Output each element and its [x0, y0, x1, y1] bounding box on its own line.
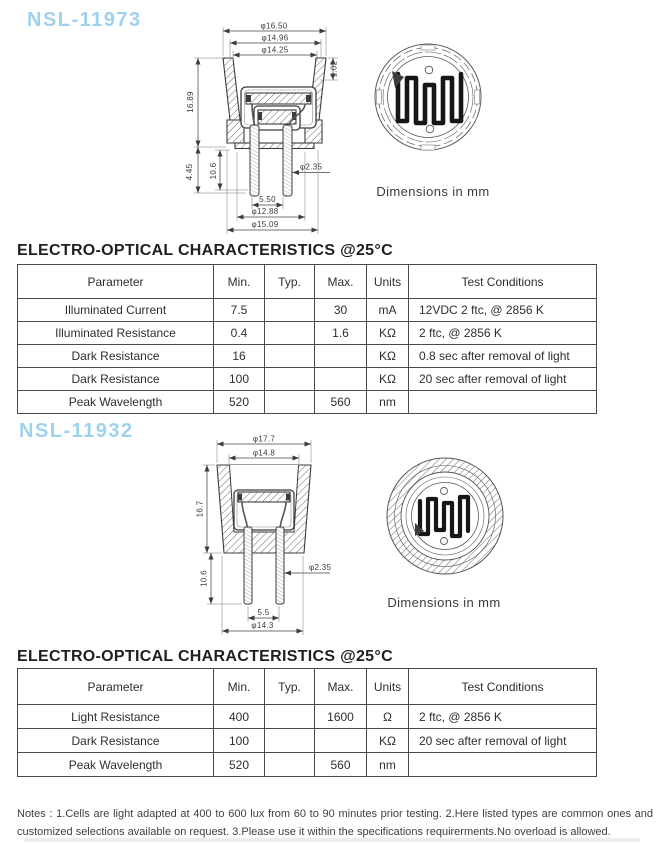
characteristics-table-nsl-11932 [17, 668, 597, 777]
inner-electrode-left [258, 112, 262, 120]
cell-max: 30 [315, 299, 367, 322]
cell-units: nm [367, 753, 409, 777]
col-header-units: Units [367, 265, 409, 299]
cell-conditions: 20 sec after removal of light [409, 729, 597, 753]
cell-max: 560 [315, 391, 367, 414]
dim-label: 1.02 [329, 60, 339, 78]
model-title-nsl-11973: NSL-11973 [27, 9, 142, 31]
cell-min: 16 [214, 345, 265, 368]
cell-min: 7.5 [214, 299, 265, 322]
table-row [18, 322, 597, 345]
cell-parameter: Illuminated Resistance [18, 322, 214, 345]
cell-typ [265, 753, 315, 777]
top-view-drawing-nsl-11932 [383, 452, 509, 578]
col-header-min: Min. [214, 265, 265, 299]
top-view-drawing-nsl-11973 [366, 36, 490, 160]
dim-label: 4.45 [185, 163, 194, 181]
dim-label: 16.7 [195, 500, 205, 518]
cell-parameter: Dark Resistance [18, 345, 214, 368]
cell-conditions: 20 sec after removal of light [409, 368, 597, 391]
dim-label: φ2.35 [309, 563, 332, 572]
photocell-serpentine [420, 497, 468, 536]
electrode-left [238, 494, 242, 501]
lead-right [276, 527, 284, 604]
table-header-row [18, 669, 597, 705]
cell-units: Ω [367, 705, 409, 729]
col-header-conditions: Test Conditions [409, 669, 597, 705]
cell-parameter: Peak Wavelength [18, 391, 214, 414]
table-row [18, 368, 597, 391]
col-header-parameter: Parameter [18, 669, 214, 705]
cell-parameter: Illuminated Current [18, 299, 214, 322]
table-header-row [18, 265, 597, 299]
cell-max [315, 345, 367, 368]
col-header-typ: Typ. [265, 669, 315, 705]
cell-units: mA [367, 299, 409, 322]
cup-wall-left [223, 58, 240, 120]
dim-label: φ14.25 [261, 45, 289, 55]
contact-hole-top [441, 488, 448, 495]
cell-conditions: 2 ftc, @ 2856 K [409, 705, 597, 729]
table-row [18, 753, 597, 777]
dim-label: φ14.3 [251, 621, 274, 630]
cell-max: 1.6 [315, 322, 367, 345]
dim-label: φ16.50 [260, 21, 288, 31]
electrode-right [286, 494, 290, 501]
cell-min: 100 [214, 729, 265, 753]
cell-parameter: Light Resistance [18, 705, 214, 729]
cell-typ [265, 391, 315, 414]
outer-rim [375, 44, 481, 150]
cell-min: 0.4 [214, 322, 265, 345]
electrode-left [246, 95, 251, 102]
table-row [18, 705, 597, 729]
model-title-nsl-11932: NSL-11932 [19, 420, 134, 442]
cell-typ [265, 299, 315, 322]
col-header-max: Max. [315, 669, 367, 705]
col-header-conditions: Test Conditions [409, 265, 597, 299]
cell-conditions [409, 753, 597, 777]
dim-label: φ14.8 [252, 448, 276, 458]
scan-artifact-stripe [24, 838, 640, 842]
dim-label: φ12.88 [251, 207, 279, 216]
cell-parameter: Peak Wavelength [18, 753, 214, 777]
ceramic-disc [238, 492, 290, 502]
lead-right [283, 125, 292, 196]
col-header-units: Units [367, 669, 409, 705]
package-body [223, 58, 326, 196]
dimensions-caption: Dimensions in mm [376, 184, 490, 199]
photocell-serpentine [398, 74, 461, 123]
characteristics-table-nsl-11973 [17, 264, 597, 414]
cell-conditions [409, 391, 597, 414]
rim-notch-bottom [421, 145, 435, 150]
dim-label: 10.6 [199, 570, 209, 587]
cell-max [315, 729, 367, 753]
table-row [18, 391, 597, 414]
rim-notch-left [377, 90, 382, 104]
cross-section-drawing-nsl-11932 [195, 434, 340, 636]
cell-typ [265, 368, 315, 391]
cell-min: 520 [214, 753, 265, 777]
cell-max: 1600 [315, 705, 367, 729]
footnotes: Notes : 1.Cells are light adapted at 400 to 600 lux from 60 to 90 minutes prior testing. 2.Here listed types are common ones and customized selections available on request. 3.Please use it within the specifications requirerments.No overload is allowed. [17, 808, 653, 839]
contact-hole-top [425, 66, 433, 74]
table-row [18, 345, 597, 368]
cell-conditions: 12VDC 2 ftc, @ 2856 K [409, 299, 597, 322]
electrode-right [306, 95, 311, 102]
cell-units: KΩ [367, 322, 409, 345]
base-plate [235, 143, 314, 149]
cell-units: KΩ [367, 729, 409, 753]
dimensions-caption: Dimensions in mm [387, 595, 501, 610]
cell-max: 560 [315, 753, 367, 777]
lead-left [244, 527, 252, 604]
characteristics-heading-2: ELECTRO-OPTICAL CHARACTERISTICS @25°C [17, 648, 393, 665]
cell-conditions: 0.8 sec after removal of light [409, 345, 597, 368]
col-header-max: Max. [315, 265, 367, 299]
characteristics-heading-1: ELECTRO-OPTICAL CHARACTERISTICS @25°C [17, 242, 393, 259]
table-row [18, 299, 597, 322]
cell-units: KΩ [367, 345, 409, 368]
dim-label: 16.89 [186, 91, 195, 113]
col-header-min: Min. [214, 669, 265, 705]
cell-max [315, 368, 367, 391]
cell-conditions: 2 ftc, @ 2856 K [409, 322, 597, 345]
cell-parameter: Dark Resistance [18, 729, 214, 753]
dim-label: 5.5 [257, 608, 270, 617]
cell-typ [265, 322, 315, 345]
ceramic-disc [246, 93, 311, 104]
cell-typ [265, 345, 315, 368]
cross-section-drawing-nsl-11973 [183, 18, 353, 236]
dim-label: 10.6 [209, 162, 218, 180]
dim-label: φ17.7 [252, 434, 276, 444]
cell-typ [265, 705, 315, 729]
dim-label: φ2.35 [300, 162, 323, 172]
dim-label: φ14.96 [261, 33, 289, 43]
col-header-parameter: Parameter [18, 265, 214, 299]
rim-notch-right [475, 90, 480, 104]
dim-label: 5.50 [259, 195, 276, 204]
col-header-typ: Typ. [265, 265, 315, 299]
rim-notch-top [421, 45, 435, 50]
cell-typ [265, 729, 315, 753]
contact-hole-bottom [441, 538, 448, 545]
cell-parameter: Dark Resistance [18, 368, 214, 391]
package-body [217, 465, 311, 604]
cell-min: 400 [214, 705, 265, 729]
cell-units: nm [367, 391, 409, 414]
contact-hole-bottom [426, 125, 434, 133]
cell-min: 100 [214, 368, 265, 391]
lead-left [250, 125, 259, 196]
cell-units: KΩ [367, 368, 409, 391]
table-row [18, 729, 597, 753]
dim-label: φ15.09 [251, 220, 279, 229]
cell-min: 520 [214, 391, 265, 414]
